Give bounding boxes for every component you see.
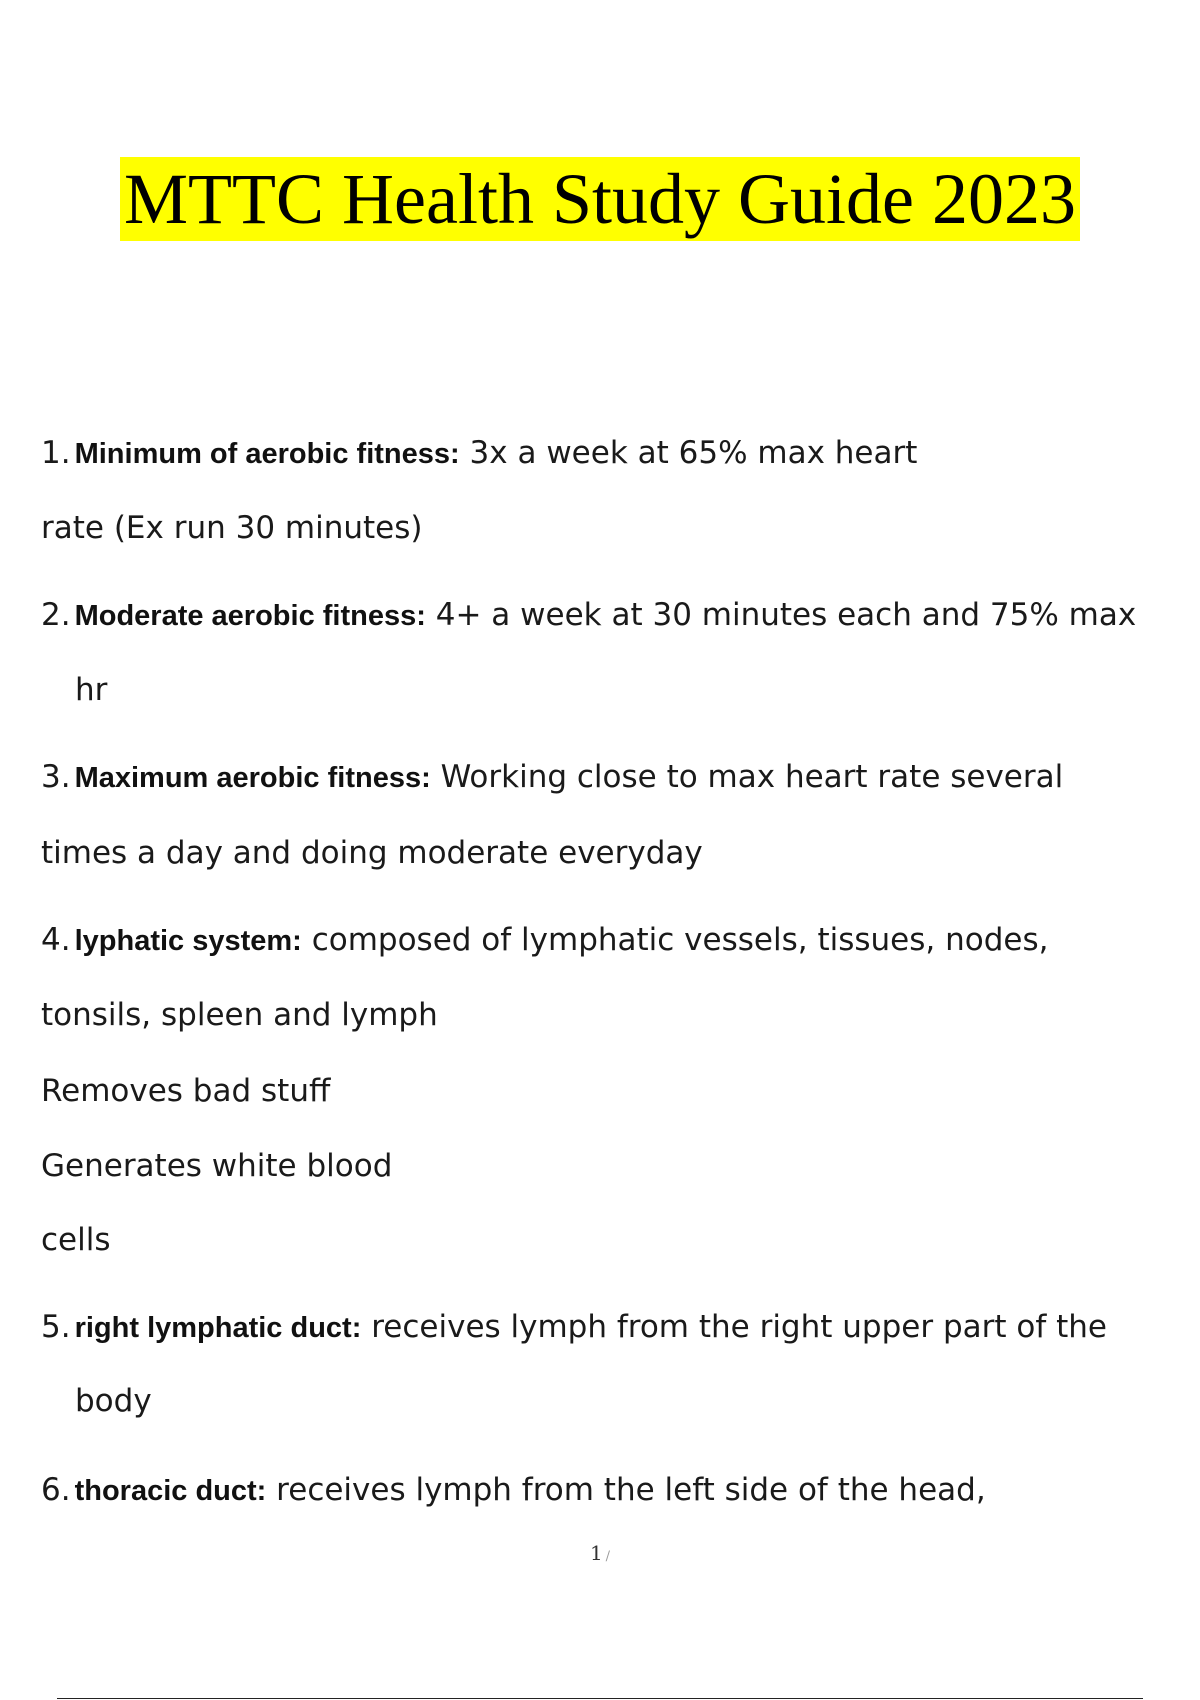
list-item-4 [41, 920, 1048, 961]
list-item-1 [41, 433, 917, 474]
page-number-value: 1 [589, 1541, 603, 1565]
item-4-note-cells: cells [41, 1222, 111, 1258]
item-4-note-removes: Removes bad stuff [41, 1073, 331, 1109]
list-item-5 [41, 1307, 1107, 1348]
item-text: composed of lymphatic vessels, tissues, nodes, [301, 922, 1049, 958]
item-number: 1. [41, 435, 71, 471]
list-item-2 [41, 595, 1136, 636]
item-term: Maximum aerobic fitness: [74, 762, 431, 794]
list-item-6 [41, 1470, 986, 1511]
item-3-continuation: times a day and doing moderate everyday [41, 835, 703, 871]
page-number [0, 1541, 1200, 1565]
item-term: Minimum of aerobic fitness: [74, 438, 460, 470]
item-1-continuation: rate (Ex run 30 minutes) [41, 510, 423, 546]
item-number: 3. [41, 759, 71, 795]
item-4-note-generates: Generates white blood [41, 1148, 393, 1184]
item-term: lyphatic system: [74, 925, 302, 957]
item-text: receives lymph from the right upper part of the [361, 1309, 1107, 1345]
item-number: 4. [41, 922, 71, 958]
item-term: right lymphatic duct: [74, 1312, 362, 1344]
item-number: 5. [41, 1309, 71, 1345]
item-4-continuation: tonsils, spleen and lymph [41, 997, 438, 1033]
item-text: receives lymph from the left side of the head, [266, 1472, 986, 1508]
document-title: MTTC Health Study Guide 2023 [120, 157, 1080, 241]
item-text: 3x a week at 65% max heart [459, 435, 918, 471]
item-term: Moderate aerobic fitness: [74, 600, 426, 632]
item-text: 4+ a week at 30 minutes each and 75% max [425, 597, 1137, 633]
list-item-3 [41, 757, 1063, 798]
page-number-mark: / [605, 1549, 611, 1564]
item-text: Working close to max heart rate several [430, 759, 1064, 795]
item-number: 2. [41, 597, 71, 633]
bottom-divider [57, 1698, 1143, 1699]
item-number: 6. [41, 1472, 71, 1508]
title-container [0, 157, 1200, 241]
item-term: thoracic duct: [74, 1475, 267, 1507]
item-5-continuation: body [75, 1383, 152, 1419]
item-2-continuation: hr [75, 672, 108, 708]
